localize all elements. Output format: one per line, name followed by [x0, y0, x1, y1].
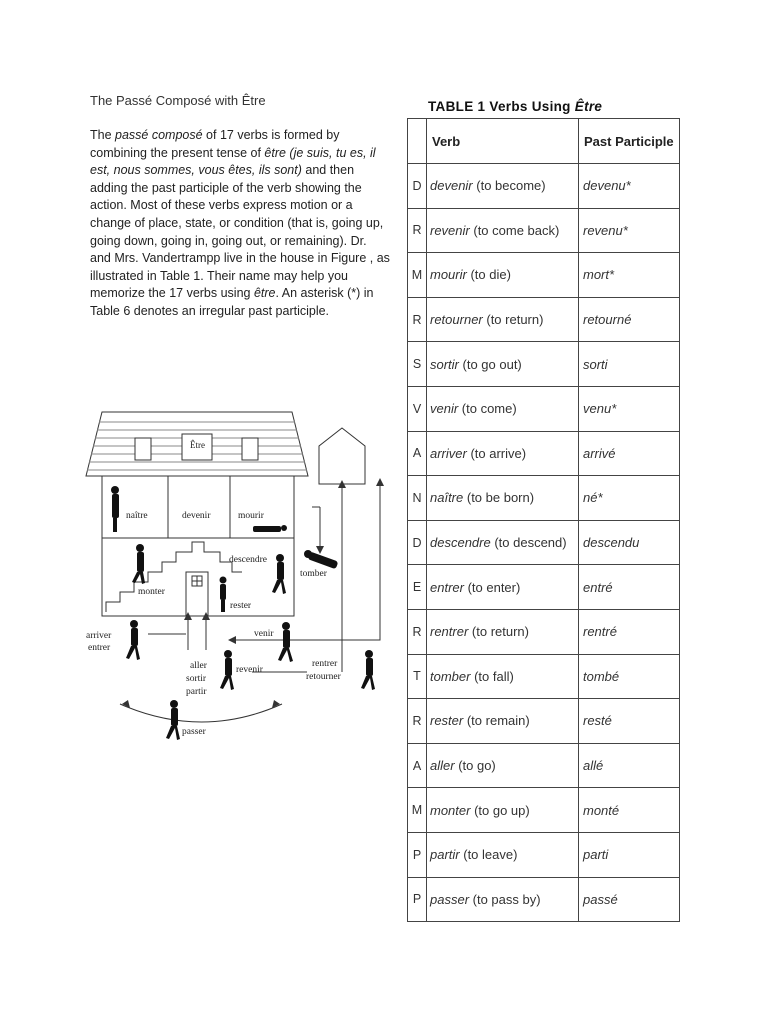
row-letter: R: [408, 297, 427, 342]
row-letter: D: [408, 520, 427, 565]
label-naitre: naître: [126, 511, 148, 521]
row-past-participle: arrivé: [579, 431, 680, 476]
verb-translation: (to return): [482, 312, 544, 328]
table-row: [408, 476, 680, 521]
label-partir: partir: [186, 687, 207, 697]
label-entrer: entrer: [88, 643, 111, 653]
verb-translation: (to remain): [463, 713, 530, 729]
label-passer: passer: [182, 727, 206, 737]
row-verb: [427, 520, 579, 565]
verb-translation: (to come): [458, 401, 517, 417]
verb-infinitive: partir: [430, 847, 460, 863]
row-letter: P: [408, 877, 427, 922]
row-verb: [427, 699, 579, 744]
row-past-participle: resté: [579, 699, 680, 744]
row-letter: N: [408, 476, 427, 521]
row-letter: S: [408, 342, 427, 387]
row-past-participle: parti: [579, 832, 680, 877]
row-past-participle: né*: [579, 476, 680, 521]
header-blank: [408, 119, 427, 164]
table-row: [408, 297, 680, 342]
label-etre: Être: [190, 440, 205, 450]
row-verb: [427, 743, 579, 788]
verb-infinitive: aller: [430, 758, 455, 774]
label-descendre: descendre: [229, 555, 267, 565]
table-row: [408, 609, 680, 654]
table-row: [408, 520, 680, 565]
dormer-window-right: [242, 438, 258, 460]
row-past-participle: mort*: [579, 253, 680, 298]
verb-infinitive: tomber: [430, 668, 471, 684]
column-header-past-participle: Past Participle: [579, 119, 680, 164]
column-header-verb: Verb: [427, 119, 579, 164]
label-retourner: retourner: [306, 672, 341, 682]
row-verb: [427, 297, 579, 342]
verb-infinitive: revenir: [430, 222, 470, 238]
second-house: [319, 428, 365, 484]
table-row: [408, 743, 680, 788]
row-verb: [427, 654, 579, 699]
verb-translation: (to pass by): [469, 891, 541, 907]
row-letter: R: [408, 208, 427, 253]
row-past-participle: tombé: [579, 654, 680, 699]
verb-infinitive: monter: [430, 802, 471, 818]
table-row: [408, 565, 680, 610]
verb-translation: (to go up): [470, 802, 530, 818]
row-verb: [427, 832, 579, 877]
table-row: [408, 788, 680, 833]
row-past-participle: passé: [579, 877, 680, 922]
row-letter: R: [408, 609, 427, 654]
verb-infinitive: mourir: [430, 267, 467, 283]
row-verb: [427, 609, 579, 654]
intro-paragraph: The passé composé of 17 verbs is formed by combining the present tense of être (je suis, tu es, il est, nous sommes, vous êtes, ils sont) and then adding the past participle of the verb showing the action. Most of these verbs express motion or a change of place, state, or condition (that is, going up, going down, going in, going out, or remaining). Dr. and Mrs. Vandertrampp live in the house in Figure , as illustrated in Table 1. Their name may help you memorize the 17 verbs using être. An asterisk (*) in Table 6 denotes an irregular past participle.: [90, 128, 390, 318]
row-letter: D: [408, 164, 427, 209]
table-row: [408, 654, 680, 699]
table-body: [408, 164, 680, 922]
label-revenir: revenir: [236, 665, 263, 675]
table-row: [408, 386, 680, 431]
verb-infinitive: naître: [430, 490, 464, 506]
dormer-window-left: [135, 438, 151, 460]
label-rester: rester: [230, 601, 252, 611]
table-row: [408, 342, 680, 387]
row-letter: V: [408, 386, 427, 431]
row-past-participle: sorti: [579, 342, 680, 387]
row-letter: M: [408, 253, 427, 298]
row-past-participle: venu*: [579, 386, 680, 431]
house-illustration: [82, 402, 387, 752]
table-row: [408, 253, 680, 298]
row-verb: [427, 386, 579, 431]
verb-infinitive: passer: [430, 891, 470, 907]
label-rentrer: rentrer: [312, 659, 338, 669]
label-mourir: mourir: [238, 511, 264, 521]
verb-translation: (to go out): [458, 356, 522, 372]
row-past-participle: retourné: [579, 297, 680, 342]
row-verb: [427, 431, 579, 476]
row-letter: P: [408, 832, 427, 877]
verb-translation: (to fall): [470, 668, 514, 684]
row-verb: [427, 342, 579, 387]
verb-infinitive: arriver: [430, 445, 467, 461]
verb-infinitive: entrer: [430, 579, 464, 595]
row-letter: A: [408, 431, 427, 476]
row-letter: R: [408, 699, 427, 744]
row-verb: [427, 788, 579, 833]
label-aller: aller: [190, 661, 207, 671]
verb-infinitive: descendre: [430, 535, 491, 551]
verb-infinitive: venir: [430, 401, 459, 417]
row-past-participle: monté: [579, 788, 680, 833]
row-verb: [427, 476, 579, 521]
label-tomber: tomber: [300, 569, 327, 579]
table-row: [408, 877, 680, 922]
label-devenir: devenir: [182, 511, 211, 521]
row-past-participle: entré: [579, 565, 680, 610]
table-row: [408, 699, 680, 744]
row-letter: M: [408, 788, 427, 833]
row-verb: [427, 565, 579, 610]
verb-translation: (to enter): [463, 579, 521, 595]
label-arriver: arriver: [86, 631, 112, 641]
row-verb: [427, 208, 579, 253]
verb-translation: (to be born): [463, 490, 535, 506]
verbs-table: [407, 118, 680, 922]
verb-infinitive: rentrer: [430, 624, 469, 640]
label-sortir: sortir: [186, 674, 207, 684]
verb-infinitive: devenir: [430, 178, 473, 194]
verb-infinitive: retourner: [430, 312, 483, 328]
verb-translation: (to arrive): [466, 445, 527, 461]
row-letter: E: [408, 565, 427, 610]
verb-translation: (to come back): [469, 222, 560, 238]
label-monter: monter: [138, 587, 165, 597]
verb-translation: (to return): [468, 624, 529, 640]
verb-translation: (to go): [454, 758, 496, 774]
row-verb: [427, 877, 579, 922]
row-past-participle: revenu*: [579, 208, 680, 253]
table-row: [408, 431, 680, 476]
verb-translation: (to die): [466, 267, 511, 283]
label-venir: venir: [254, 629, 274, 639]
verb-infinitive: sortir: [430, 356, 459, 372]
table-row: [408, 208, 680, 253]
row-letter: A: [408, 743, 427, 788]
verb-translation: (to descend): [490, 535, 567, 551]
verb-translation: (to leave): [459, 847, 518, 863]
row-past-participle: descendu: [579, 520, 680, 565]
table-caption: TABLE 1 Verbs Using Être: [428, 99, 603, 114]
table-row: [408, 164, 680, 209]
verb-infinitive: rester: [430, 713, 464, 729]
page-title: The Passé Composé with Être: [90, 93, 266, 108]
row-past-participle: rentré: [579, 609, 680, 654]
verb-translation: (to become): [472, 178, 546, 194]
row-past-participle: devenu*: [579, 164, 680, 209]
row-verb: [427, 164, 579, 209]
vandertrampp-house-figure: [82, 402, 387, 757]
row-verb: [427, 253, 579, 298]
row-letter: T: [408, 654, 427, 699]
table-row: [408, 832, 680, 877]
row-past-participle: allé: [579, 743, 680, 788]
